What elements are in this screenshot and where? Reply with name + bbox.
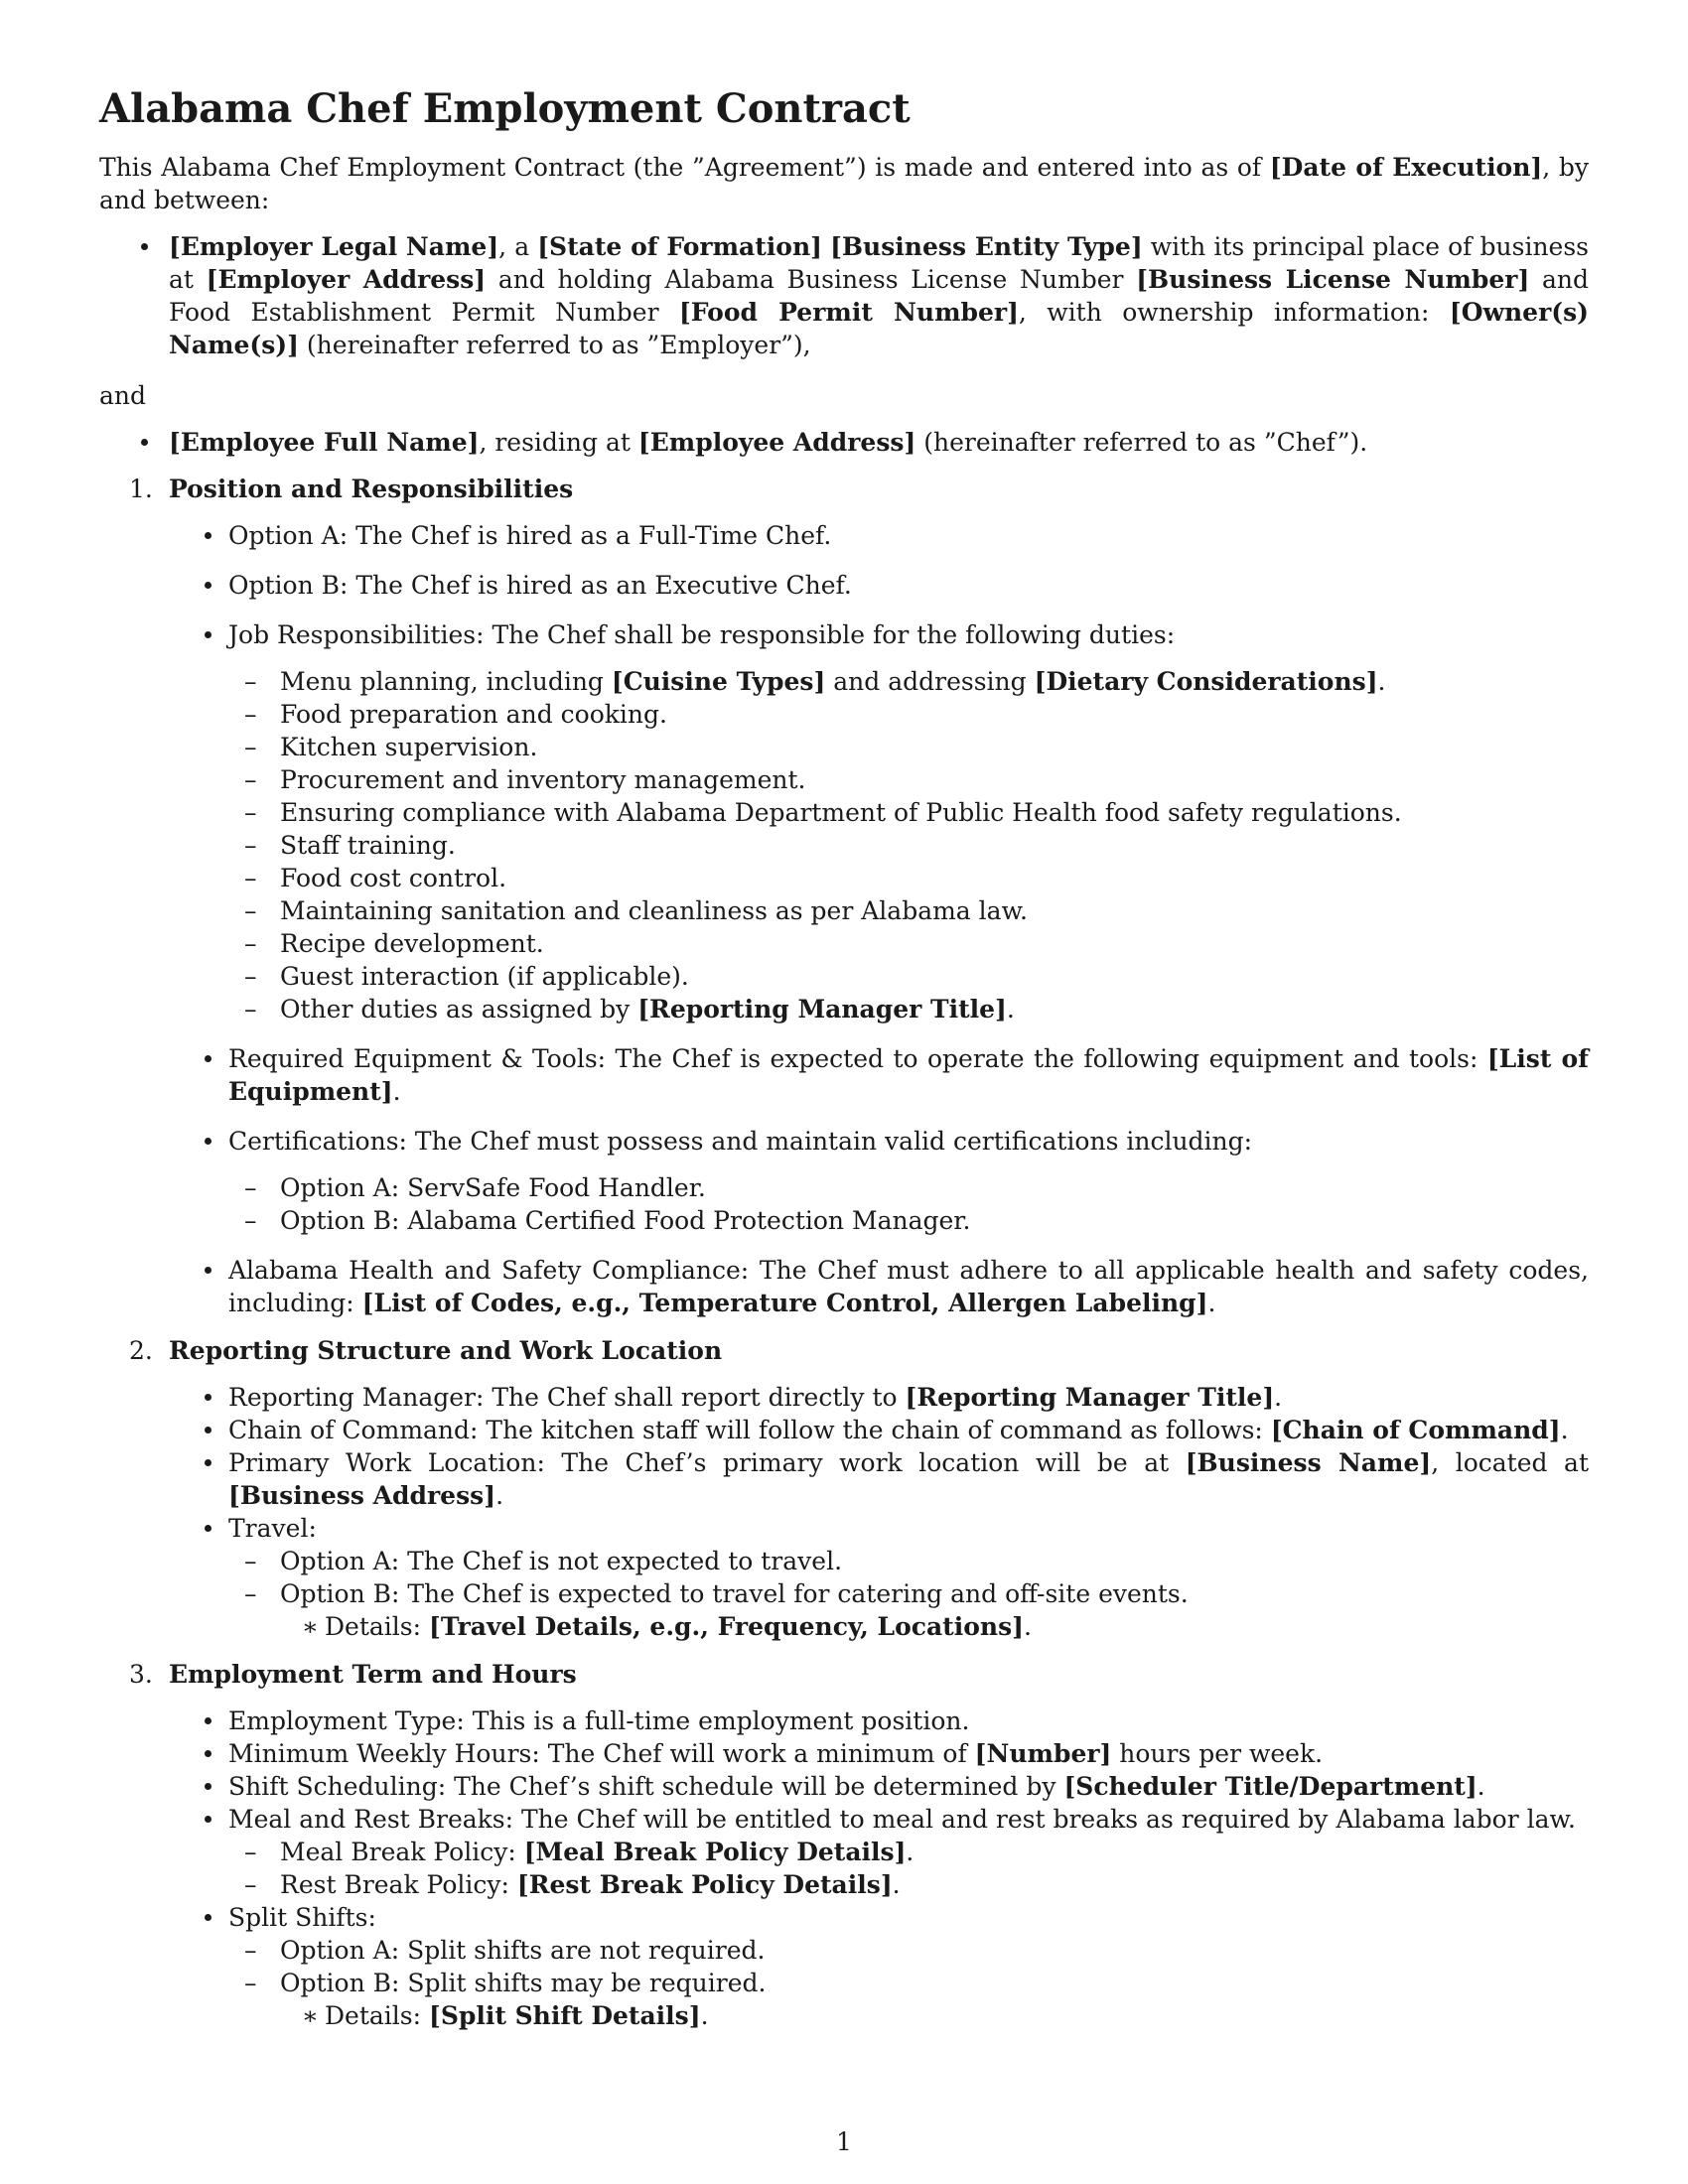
duty-item: – Recipe development. [244, 929, 544, 958]
dash-icon: – [244, 765, 257, 794]
duty-item: – Procurement and inventory management. [244, 765, 806, 794]
sections-list [99, 473, 1589, 2032]
list-item: Employment Type: This is a full-time employment position. [169, 1705, 1589, 1737]
list-item: Split Shifts: – Option A: Split shifts are not required. – Option B: Split shifts may be required. ∗ Details: [Split Shift Details]. [169, 1901, 1589, 2032]
duty-item: – Ensuring compliance with Alabama Department of Public Health food safety regulations. [244, 798, 1402, 827]
section-employment-term-hours [99, 1658, 1589, 2032]
certification-item: – Option B: Alabama Certified Food Protection Manager. [244, 1206, 971, 1235]
policy-item: – Meal Break Policy: [Meal Break Policy Details]. [244, 1838, 914, 1866]
list-item: Option B: The Chef is hired as an Executive Chef. [169, 569, 1589, 602]
duty-item: – Maintaining sanitation and cleanliness as per Alabama law. [244, 896, 1028, 925]
policy-item: – Rest Break Policy: [Rest Break Policy Details]. [244, 1870, 901, 1899]
dash-icon: – [244, 1579, 257, 1608]
list-item: Alabama Health and Safety Compliance: The Chef must adhere to all applicable health and safety codes, including: [List of Codes, e.g., Temperature Control, Allergen Labeling]. [169, 1254, 1589, 1319]
section-number: 3. [129, 1660, 153, 1689]
certification-item: – Option A: ServSafe Food Handler. [244, 1173, 706, 1202]
list-item: Option A: The Chef is hired as a Full-Time Chef. [169, 519, 1589, 552]
certifications-list [228, 1171, 1589, 1237]
break-policies [228, 1836, 1589, 1901]
section-items [169, 1705, 1589, 2032]
asterisk-icon: ∗ [302, 2001, 319, 2030]
option-item: – Option A: The Chef is not expected to travel. [244, 1547, 843, 1575]
section-position-responsibilities [99, 473, 1589, 1319]
dash-icon: – [244, 1936, 257, 1965]
section-items [169, 519, 1589, 1319]
list-item: Primary Work Location: The Chef’s primary work location will be at [Business Name], located at [Business Address]. [169, 1446, 1589, 1512]
bullet-icon [205, 1717, 211, 1724]
bullet-icon [205, 1394, 211, 1401]
bullet-icon [141, 439, 148, 446]
duty-item: – Staff training. [244, 831, 456, 860]
duty-item: – Other duties as assigned by [Reporting Manager Title]. [244, 995, 1015, 1024]
section-heading: Position and Responsibilities [169, 475, 574, 503]
page-number: 1 [836, 2127, 852, 2156]
dash-icon: – [244, 1547, 257, 1575]
dash-icon: – [244, 1206, 257, 1235]
employer-list [99, 230, 1589, 361]
option-item: – Option A: Split shifts are not required. [244, 1936, 766, 1965]
duties-list [228, 665, 1589, 1025]
list-item: Job Responsibilities: The Chef shall be responsible for the following duties: – Menu planning, including [Cuisine Types] and addressing [Dietary Considerations]. – Food preparation and cooking. – Kitchen supervision. – Procurement and inventory management. – Ensuring compliance with Alabama Department of Public Health food safety regulations. – Staff training. – Food cost control. – Maintaining sanitation and cleanliness as per Alabama law. – Recipe development. – Guest interaction (if applicable). – Other duties as assigned by [Reporting Manager Title]. [169, 618, 1589, 1025]
bullet-icon [205, 1816, 211, 1823]
section-items [169, 1381, 1589, 1643]
dash-icon: – [244, 864, 257, 892]
bullet-icon [205, 1267, 211, 1274]
bullet-icon [205, 1427, 211, 1433]
duty-item: – Food cost control. [244, 864, 507, 892]
bullet-icon [205, 532, 211, 539]
split-shift-options [228, 1934, 1589, 2032]
section-heading: Reporting Structure and Work Location [169, 1336, 723, 1365]
detail-item: ∗ Details: [Travel Details, e.g., Frequency, Locations]. [302, 1612, 1032, 1641]
duty-item: – Food preparation and cooking. [244, 700, 667, 729]
list-item: Meal and Rest Breaks: The Chef will be entitled to meal and rest breaks as required by Alabama labor law. – Meal Break Policy: [Meal Break Policy Details]. – Rest Break Policy: [Rest Break Policy Details]. [169, 1803, 1589, 1901]
employee-list [99, 426, 1589, 459]
intro-paragraph: This Alabama Chef Employment Contract (the ”Agreement”) is made and entered into as of [Date of Execution], by and between: [99, 153, 1589, 214]
duty-item: – Kitchen supervision. [244, 733, 538, 761]
bullet-icon [205, 1525, 211, 1532]
list-item: Shift Scheduling: The Chef’s shift schedule will be determined by [Scheduler Title/Department]. [169, 1770, 1589, 1803]
bullet-icon [205, 1138, 211, 1145]
dash-icon: – [244, 929, 257, 958]
option-item: – Option B: Split shifts may be required. ∗ Details: [Split Shift Details]. [228, 1967, 1589, 2032]
section-heading: Employment Term and Hours [169, 1660, 577, 1689]
dash-icon: – [244, 831, 257, 860]
section-reporting-structure [99, 1334, 1589, 1643]
bullet-icon [205, 1914, 211, 1921]
split-details-list [280, 1999, 1589, 2032]
duty-item: – Menu planning, including [Cuisine Types] and addressing [Dietary Considerations]. [244, 667, 1386, 696]
dash-icon: – [244, 1870, 257, 1899]
list-item: Certifications: The Chef must possess and maintain valid certifications including: – Option A: ServSafe Food Handler. – Option B: Alabama Certified Food Protection Manager. [169, 1125, 1589, 1237]
bullet-icon [205, 1783, 211, 1790]
dash-icon: – [244, 1969, 257, 1997]
travel-details-list [280, 1610, 1589, 1643]
placeholder-date-of-execution: [Date of Execution] [1269, 153, 1543, 182]
dash-icon: – [244, 700, 257, 729]
option-item: – Option B: The Chef is expected to travel for catering and off-site events. ∗ Details: [Travel Details, e.g., Frequency, Locations]. [228, 1577, 1589, 1643]
and-connector: and [99, 381, 147, 410]
list-item: Required Equipment & Tools: The Chef is expected to operate the following equipment and tools: [List of Equipment]. [169, 1042, 1589, 1108]
section-number: 1. [129, 475, 153, 503]
employee-party: [Employee Full Name], residing at [Employee Address] (hereinafter referred to as ”Chef”). [99, 426, 1589, 459]
bullet-icon [205, 582, 211, 589]
bullet-icon [205, 1055, 211, 1062]
document-title: Alabama Chef Employment Contract [99, 85, 911, 132]
list-item: Reporting Manager: The Chef shall report directly to [Reporting Manager Title]. [169, 1381, 1589, 1414]
list-item: Travel: – Option A: The Chef is not expected to travel. – Option B: The Chef is expected to travel for catering and off-site events. ∗ Details: [Travel Details, e.g., Frequency, Locations]. [169, 1512, 1589, 1643]
detail-item: ∗ Details: [Split Shift Details]. [302, 2001, 709, 2030]
dash-icon: – [244, 1838, 257, 1866]
dash-icon: – [244, 798, 257, 827]
dash-icon: – [244, 1173, 257, 1202]
dash-icon: – [244, 995, 257, 1024]
asterisk-icon: ∗ [302, 1612, 319, 1641]
list-item: Minimum Weekly Hours: The Chef will work a minimum of [Number] hours per week. [169, 1737, 1589, 1770]
dash-icon: – [244, 962, 257, 991]
travel-options [228, 1545, 1589, 1643]
bullet-icon [205, 1459, 211, 1466]
employer-party: [Employer Legal Name], a [State of Formation] [Business Entity Type] with its principal place of business at [Employer Address] and holding Alabama Business License Number [Business License Number] and Food Establishment Permit Number [Food Permit Number], with ownership information: [Owner(s) Name(s)] (hereinafter referred to as ”Employer”), [99, 230, 1589, 361]
bullet-icon [205, 631, 211, 638]
bullet-icon [205, 1750, 211, 1757]
dash-icon: – [244, 667, 257, 696]
duty-item: – Guest interaction (if applicable). [244, 962, 689, 991]
section-number: 2. [129, 1336, 153, 1365]
dash-icon: – [244, 733, 257, 761]
list-item: Chain of Command: The kitchen staff will follow the chain of command as follows: [Chain of Command]. [169, 1414, 1589, 1446]
dash-icon: – [244, 896, 257, 925]
bullet-icon [141, 243, 148, 250]
